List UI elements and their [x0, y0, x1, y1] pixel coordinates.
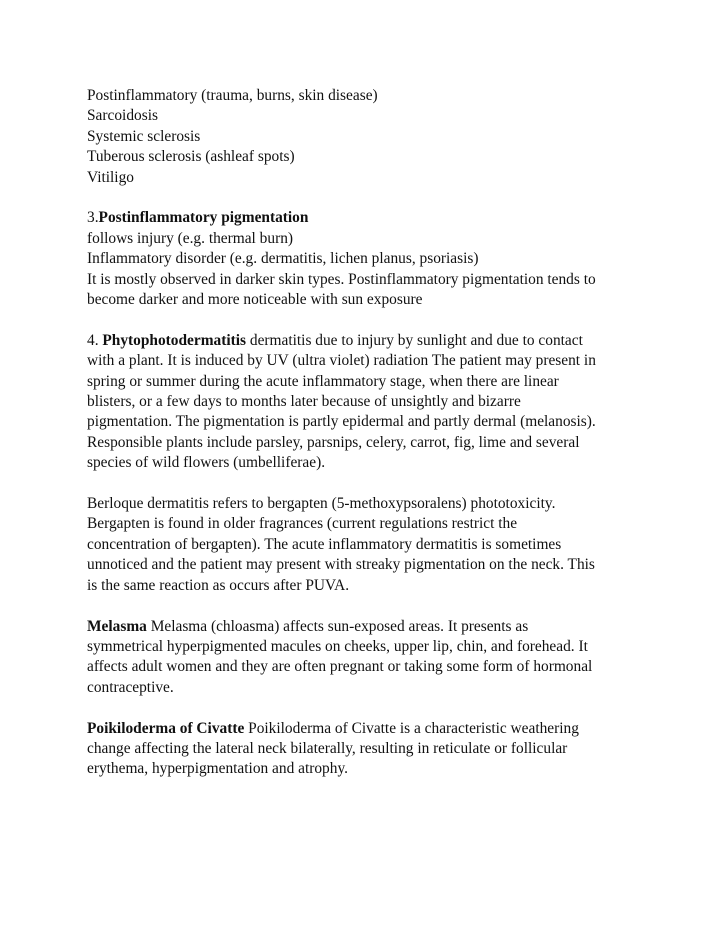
body-line: change affecting the lateral neck bilaterally, resulting in reticulate or follicular — [87, 739, 568, 757]
section-number: 3. — [87, 209, 99, 227]
section-postinflammatory — [87, 208, 677, 310]
body-line: It is mostly observed in darker skin types. Postinflammatory pigmentation tends to — [87, 270, 596, 288]
body-line: Responsible plants include parsley, parsnips, celery, carrot, fig, lime and several — [87, 433, 580, 451]
body-line: is the same reaction as occurs after PUVA. — [87, 576, 350, 594]
section-title: Melasma — [87, 617, 147, 635]
paragraph-gap — [87, 310, 677, 330]
paragraph-gap — [87, 698, 677, 718]
body-line: follows injury (e.g. thermal burn) — [87, 229, 294, 247]
section-melasma — [87, 617, 677, 699]
section-poikiloderma — [87, 719, 677, 780]
section-heading — [87, 208, 677, 228]
section-heading — [87, 617, 677, 637]
section-title: Phytophotodermatitis — [102, 331, 247, 349]
body-line: with a plant. It is induced by UV (ultra violet) radiation The patient may present in — [87, 352, 596, 370]
section-phytophotodermatitis — [87, 331, 677, 474]
body-line: symmetrical hyperpigmented macules on cheeks, upper lip, chin, and forehead. It — [87, 637, 588, 655]
body-line: spring or summer during the acute inflammatory stage, when there are linear — [87, 372, 559, 390]
body-line: blisters, or a few days to months later because of unsightly and bizarre — [87, 393, 521, 411]
section-heading — [87, 331, 677, 351]
body-line: pigmentation. The pigmentation is partly epidermal and partly dermal (melanosis). — [87, 413, 596, 431]
body-line: concentration of bergapten). The acute inflammatory dermatitis is sometimes — [87, 535, 562, 553]
body-line: Berloque dermatitis refers to bergapten (5-methoxypsoralens) phototoxicity. — [87, 495, 556, 513]
body-text: dermatitis due to injury by sunlight and due to contact — [246, 331, 583, 349]
paragraph-gap — [87, 188, 677, 208]
body-line: affects adult women and they are often pregnant or taking some form of hormonal — [87, 658, 593, 676]
section-title: Poikiloderma of Civatte — [87, 719, 245, 737]
section-heading — [87, 719, 677, 739]
list-item: Postinflammatory (trauma, burns, skin disease) — [87, 87, 378, 104]
list-item: Sarcoidosis — [87, 107, 158, 125]
body-line: contraceptive. — [87, 678, 174, 696]
condition-list — [87, 86, 677, 188]
list-item: Vitiligo — [87, 168, 134, 186]
body-line: Inflammatory disorder (e.g. dermatitis, lichen planus, psoriasis) — [87, 250, 479, 268]
section-title: Postinflammatory pigmentation — [98, 209, 309, 227]
body-text: Melasma (chloasma) affects sun-exposed areas. It presents as — [146, 617, 529, 635]
body-line: unnoticed and the patient may present with streaky pigmentation on the neck. This — [87, 556, 595, 574]
body-line: become darker and more noticeable with sun exposure — [87, 291, 423, 309]
body-line: species of wild flowers (umbelliferae). — [87, 454, 326, 472]
body-line: Bergapten is found in older fragrances (current regulations restrict the — [87, 515, 518, 533]
paragraph-gap — [87, 596, 677, 616]
section-number: 4. — [87, 331, 103, 349]
body-text: Poikiloderma of Civatte is a characteristic weathering — [244, 719, 579, 737]
body-line: erythema, hyperpigmentation and atrophy. — [87, 760, 348, 778]
paragraph-gap — [87, 474, 677, 494]
section-berloque — [87, 494, 677, 596]
document-page — [87, 86, 677, 780]
list-item: Tuberous sclerosis (ashleaf spots) — [87, 148, 295, 166]
list-item: Systemic sclerosis — [87, 127, 201, 145]
